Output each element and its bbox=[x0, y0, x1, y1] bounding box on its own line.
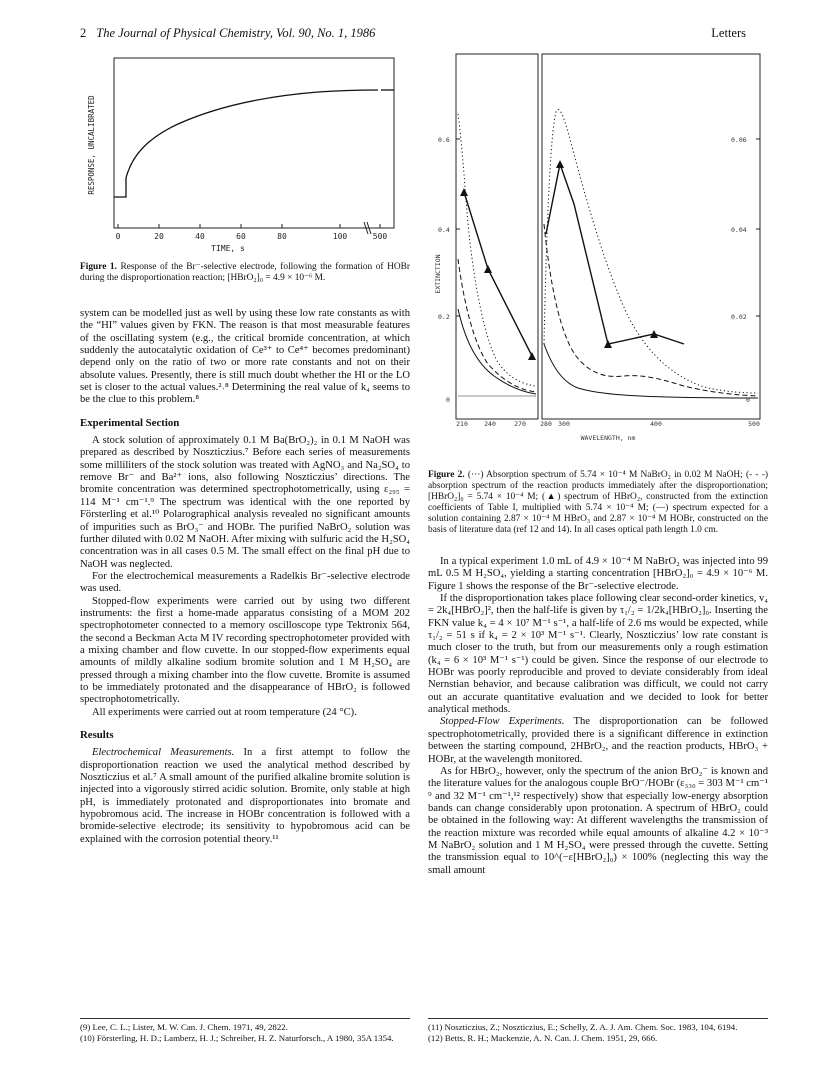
running-header bbox=[80, 26, 375, 41]
figure-2 bbox=[428, 44, 768, 464]
figure-2-xtick: 270 bbox=[514, 420, 526, 428]
figure-2-xlabel: WAVELENGTH, nm bbox=[580, 434, 636, 442]
figure-2-xtick: 400 bbox=[650, 420, 662, 428]
figure-2-plot bbox=[428, 44, 768, 464]
figure-1-xtick: 20 bbox=[154, 232, 164, 241]
expected-solid-curve bbox=[458, 309, 536, 394]
paragraph: system can be modelled just as well by using these low rate constants as with the “HI” values given by FKN. The reason is that most measurable features of the oscillating system (e.g., the critical bromide concentration, at which suddenly the autocatalytic oxidation of Ce³⁺ to Ce⁴⁺ becomes predominant) depend only on the ratio of two or more rate constants and not on their absolute values. Presently, there is still much doubt whether the HI or the LO set is closer to the actual values.²˒⁸ Determining the real value of k₄ seems to be the clue to this problem.⁸ bbox=[80, 308, 410, 406]
figure-2-xtick: 300 bbox=[558, 420, 570, 428]
figure-2-ytick-right: 0.06 bbox=[731, 136, 747, 144]
footnotes-left bbox=[80, 1022, 410, 1044]
page-number: 2 bbox=[80, 26, 87, 40]
figure-2-ylabel: EXTINCTION bbox=[434, 254, 442, 294]
paragraph: Stopped-flow experiments were carried out by using two different instruments: the first a home-made apparatus consisting of a MOM 202 spectrophotometer connected to a memory oscilloscope type Tektronix 564, the second a Beckman Acta M IV recording spectrophotometer provided with a mixing chamber and flow cuvette. In our stopped-flow experiments equal amounts of mildly alkaline sodium bromite solution and 1 M H₂SO₄ are pressed through a mixing chamber into the flow cuvette. Bromite is assumed to be immediately protonated and the disappearance of HBrO₂ is followed spectrophotometrically. bbox=[80, 595, 410, 706]
paragraph: If the disproportionation takes place following clear second-order kinetics, v₄ = 2k₄[HBrO₂]², then the half-life is given by τ₁/₂ = 1/2k₄[HBrO₂]₀. Inserting the FKN value k₄ = 4 × 10⁷ M⁻¹ s⁻¹, a half-life of 2.6 ms would be expected, while τ₁/₂ = 51 s if k₄ = 2 × 10³ M⁻¹ s⁻¹. Clearly, Noszticzius’ low rate constant is much closer to the truth, but from our measurements only a rough estimation (k₄ = 6 × 10³ M⁻¹ s⁻¹) could be given. Since the response of our electrode to HOBr was poorly reproducible and proved to deviate considerably from ideal Nernstian behavior, and because calibration was difficult, we could not carry out an accurate quantitative evaluation and we decided to look for better analytical methods. bbox=[428, 593, 768, 716]
paragraph-body: In a first attempt to follow the disproportionation reaction we used the analytical method described by Noszticzius et al.⁷ A small amount of the purified alkaline bromite solution is injected into a vigorously stirred acidic solution. Bromite, only stable at high pH, is immediately protonated and disproportionates into bromate and hypobromous acid. The increase in HOBr concentration is followed with a bromide-selective electrode; its sensitivity to hypobromous acid can be explained with the corrosion potential theory.¹¹ bbox=[80, 747, 410, 845]
figure-2-xtick: 240 bbox=[484, 420, 496, 428]
paragraph: In a typical experiment 1.0 mL of 4.9 × 10⁻⁴ M NaBrO₂ was injected into 99 mL 0.5 M H₂SO₄, yielding a starting concentration [HBrO₂]₀ = 4.9 × 10⁻⁶ M. Figure 1 shows the response of the Br⁻-selective electrode. bbox=[428, 556, 768, 592]
figure-2-xtick: 280 bbox=[540, 420, 552, 428]
hbro2-triangle-point bbox=[528, 352, 536, 360]
figure-1-xlabel: TIME, s bbox=[211, 244, 245, 253]
figure-1-xtick: 500 bbox=[372, 232, 388, 241]
figure-2-ytick-right: 0.02 bbox=[731, 313, 747, 321]
figure-2-ytick-left: 0.6 bbox=[438, 136, 450, 144]
figure-2-xtick: 210 bbox=[456, 420, 468, 428]
figure-1-frame bbox=[114, 58, 394, 228]
figure-1-caption bbox=[80, 262, 410, 284]
footnotes-right bbox=[428, 1022, 768, 1044]
footnote: (11) Noszticzius, Z.; Noszticzius, E.; Schelly, Z. A. J. Am. Chem. Soc. 1983, 104, 6194. bbox=[428, 1022, 738, 1032]
figure-1-xtick: 80 bbox=[277, 232, 287, 241]
expected-solid-curve-visible bbox=[544, 344, 758, 398]
footnote-rule bbox=[80, 1018, 410, 1019]
paragraph: For the electrochemical measurements a Radelkis Br⁻-selective electrode was used. bbox=[80, 570, 410, 595]
figure-2-caption-label: Figure 2. bbox=[428, 470, 465, 480]
figure-2-ytick-left: 0.4 bbox=[438, 226, 450, 234]
paragraph bbox=[428, 716, 768, 765]
hbro2-triangle-point bbox=[556, 160, 564, 168]
section-heading-experimental: Experimental Section bbox=[80, 416, 180, 429]
right-column bbox=[428, 556, 768, 877]
paragraph: As for HBrO₂, however, only the spectrum of the anion BrO₂⁻ is known and the literature values for the analogous couple BrO⁻/HOBr (ε₃₃₀ = 303 M⁻¹ cm⁻¹ ⁹ and 32 M⁻¹ cm⁻¹,¹² respectively) show that especially low-energy absorption bands can change considerably upon protonation. A spectrum of HBrO₂ could be obtained in the following way: At different wavelengths the transmission of the reaction mixture was recorded while equal amounts of alkaline 4.2 × 10⁻³ M NaBrO₂ solution and 1 M H₂SO₄ were pressed through the cuvette. Setting the transmission equal to 10^(−ε[HBrO₂]₀) × 100% (neglecting this way the small amount bbox=[428, 765, 768, 876]
products-dashed-curve bbox=[458, 259, 536, 392]
section-heading-results: Results bbox=[80, 729, 114, 741]
figure-1-caption-label: Figure 1. bbox=[80, 262, 117, 272]
figure-1-xtick: 100 bbox=[332, 232, 348, 241]
nabro2-dotted-curve-visible bbox=[544, 110, 758, 393]
figure-2-ytick-left: 0.2 bbox=[438, 313, 450, 321]
figure-1-caption-text: Response of the Br⁻-selective electrode, following the formation of HOBr during the disproportionation reaction; [HBrO₂]₀ = 4.9 × 10⁻⁶ M. bbox=[80, 262, 410, 283]
journal-title: The Journal of Physical Chemistry, Vol. 90, No. 1, 1986 bbox=[96, 26, 376, 40]
hbro2-triangle-point bbox=[484, 265, 492, 273]
figure-1-response-curve bbox=[114, 90, 378, 197]
figure-2-caption bbox=[428, 470, 768, 536]
figure-2-ytick-right: 0 bbox=[746, 396, 750, 404]
figure-2-right-frame bbox=[542, 54, 760, 419]
section-label: Letters bbox=[711, 26, 746, 40]
footnote: (10) Försterling, H. D.; Lamberz, H. J.; Schreiber, H. Z. Naturforsch., A 1980, 35A 1354. bbox=[80, 1033, 394, 1043]
paragraph-lead: Electrochemical Measurements. bbox=[92, 747, 235, 759]
products-dashed-curve-visible bbox=[544, 224, 758, 396]
paragraph bbox=[80, 747, 410, 846]
figure-2-ytick-right: 0.04 bbox=[731, 226, 747, 234]
paragraph: All experiments were carried out at room temperature (24 °C). bbox=[92, 706, 357, 718]
figure-2-left-frame bbox=[456, 54, 538, 419]
paragraph-lead: Stopped-Flow Experiments. bbox=[440, 716, 565, 728]
figure-2-ytick-left: 0 bbox=[446, 396, 450, 404]
figure-1-xtick: 40 bbox=[195, 232, 205, 241]
figure-1 bbox=[78, 50, 408, 260]
figure-1-xtick: 60 bbox=[236, 232, 246, 241]
footnote: (9) Lee, C. L.; Lister, M. W. Can. J. Chem. 1971, 49, 2822. bbox=[80, 1022, 288, 1032]
figure-1-xtick: 0 bbox=[115, 232, 121, 241]
figure-1-ylabel: RESPONSE, UNCALIBRATED bbox=[87, 95, 96, 195]
paragraph-body: The disproportionation can be followed spectrophotometrically, provided there is a significant difference in extinction between the starting compound, 2HBrO₂, and the reaction products, HBrO₃ + HOBr, at the wavelength monitored. bbox=[428, 716, 769, 765]
hbro2-triangle-curve-visible bbox=[546, 164, 684, 344]
figure-1-plot bbox=[78, 50, 408, 260]
figure-2-caption-text: (···) Absorption spectrum of 5.74 × 10⁻⁴ M NaBrO₂ in 0.02 M NaOH; (- - -) absorption spectrum of the reaction products immediately after the disproportionation; [HBrO₂]₀ = 5.74 × 10⁻⁴ M; (▲) spectrum of HBrO₂, constructed from the extinction coefficients of Table I, multiplied with 5.74 × 10⁻⁴ M; (—) spectrum expected for a solution containing 2.87 × 10⁻⁴ M HBrO₃ and 2.87 × 10⁻⁴ M HOBr, constructed on the basis of literature data (ref 12 and 14). In all cases optical path length 1.0 cm. bbox=[428, 470, 769, 535]
footnote-rule bbox=[428, 1018, 768, 1019]
figure-2-xtick: 500 bbox=[748, 420, 760, 428]
paragraph: A stock solution of approximately 0.1 M Ba(BrO₂)₂ in 0.1 M NaOH was prepared as described by Noszticzius.⁷ Before each series of measurements some milliliters of the stock solution was treated with AgNO₃ and Na₂SO₄ to remove Br⁻ and Ba²⁺ ions, also following Noszticzius’ directions. The bromite concentration was determined spectrophotometrically, using ε₂₉₅ = 114 M⁻¹ cm⁻¹.⁹ The spectrum was identical with the one reported by Försterling et al.¹⁰ Polarographical analysis revealed no significant amounts of impurities such as BrO₃⁻ and HOBr. The purified NaBrO₂ solution was further diluted with 0.02 M NaOH. After mixing with sulfuric acid the H₂SO₄ concentration was in all cases 0.5 M. The small effect on the final pH due to NaOH was neglected. bbox=[80, 435, 410, 570]
left-column bbox=[80, 308, 410, 846]
footnote: (12) Betts, R. H.; Mackenzie, A. N. Can. J. Chem. 1951, 29, 666. bbox=[428, 1033, 658, 1043]
figure-1-x-ticks bbox=[118, 224, 380, 228]
hbro2-triangle-point bbox=[460, 188, 468, 196]
